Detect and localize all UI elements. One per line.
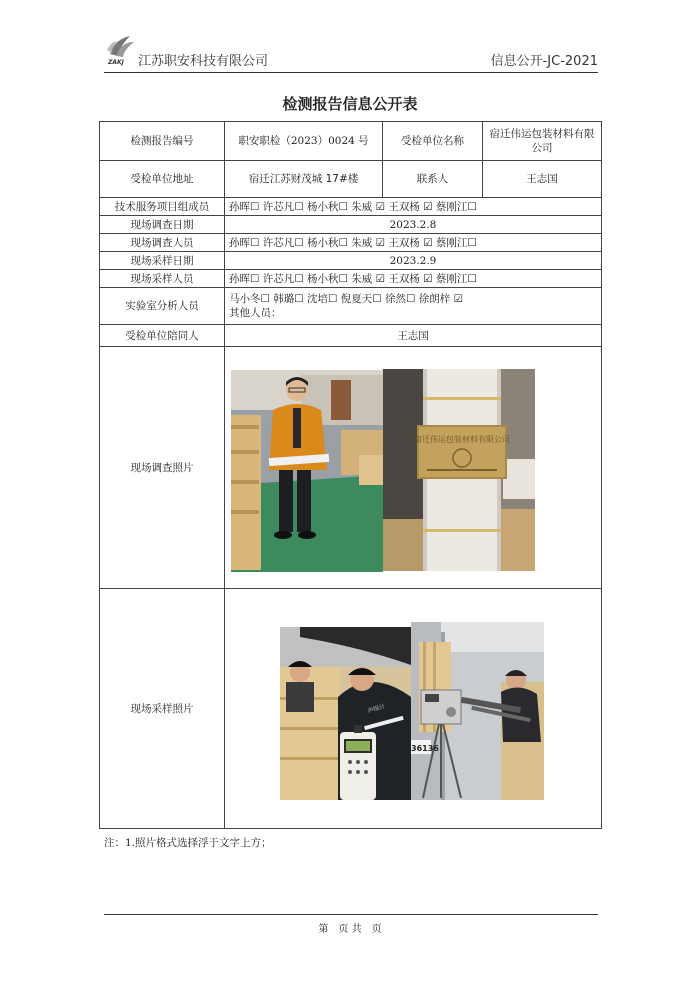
- companion-label: 受检单位陪同人: [100, 325, 225, 347]
- footer-divider: [104, 914, 598, 915]
- report-no-label: 检测报告编号: [100, 122, 225, 161]
- company-name: 江苏职安科技有限公司: [138, 54, 269, 69]
- unit-name-value: 宿迁伟运包装材料有限公司: [483, 122, 602, 161]
- page-title: 检测报告信息公开表: [282, 95, 418, 113]
- sampling-photo-meter: [280, 627, 411, 800]
- footnote: 注：1.照片格式选择浮于文字上方；: [104, 837, 272, 849]
- sampling-date-value: 2023.2.9: [225, 252, 602, 270]
- table-row: [100, 270, 602, 288]
- surveyors-value: 孙晖☐ 许芯凡☐ 杨小秋☐ 朱威 ☑ 王双杨 ☑ 蔡刚江☐: [225, 234, 602, 252]
- device-code-text: 36136: [411, 744, 439, 753]
- samplers-label: 现场采样人员: [100, 270, 225, 288]
- lab-label: 实验室分析人员: [100, 288, 225, 325]
- table-row: [100, 216, 602, 234]
- team-label: 技术服务项目组成员: [100, 198, 225, 216]
- company-logo: [104, 32, 138, 66]
- table-row: [100, 122, 602, 161]
- companion-value: 王志国: [225, 325, 602, 347]
- lab-value: 马小冬☐ 韩璐☐ 沈培☐ 倪夏天☐ 徐然☐ 徐朗梓 ☑: [229, 293, 464, 305]
- meter-photo-image: [280, 627, 411, 800]
- survey-date-value: 2023.2.8: [225, 216, 602, 234]
- table-row: [100, 198, 602, 216]
- table-row: [100, 161, 602, 198]
- contact-value: 王志国: [483, 161, 602, 198]
- logo-text: ZAKJ: [108, 59, 124, 66]
- plaque-text: 宿迁伟运包装材料有限公司: [414, 435, 510, 444]
- samplers-value: 孙晖☐ 许芯凡☐ 杨小秋☐ 朱威 ☑ 王双杨 ☑ 蔡刚江☐: [225, 270, 602, 288]
- team-value: 孙晖☐ 许芯凡☐ 杨小秋☐ 朱威 ☑ 王双杨 ☑ 蔡刚江☐: [225, 198, 602, 216]
- survey-photo-plaque: [383, 369, 535, 571]
- page-info: 第 页 共 页: [318, 924, 382, 935]
- address-label: 受检单位地址: [100, 161, 225, 198]
- table-row: [100, 288, 602, 325]
- lab-cell: [225, 288, 602, 325]
- sampling-photo-device: [411, 622, 544, 800]
- document-code: 信息公开-JC-2021: [490, 54, 598, 69]
- sampling-date-label: 现场采样日期: [100, 252, 225, 270]
- plaque-photo-image: [383, 369, 535, 571]
- survey-photo-inspector: [231, 370, 383, 572]
- survey-photo-label: 现场调查照片: [100, 347, 225, 589]
- address-value: 宿迁江苏财茂城 17#楼: [225, 161, 383, 198]
- table-row: [100, 325, 602, 347]
- table-row: [100, 234, 602, 252]
- device-photo-image: [411, 622, 544, 800]
- meter-label-text: 声级计: [366, 702, 387, 716]
- survey-date-label: 现场调查日期: [100, 216, 225, 234]
- table-row: [100, 252, 602, 270]
- inspector-photo-image: [231, 370, 383, 572]
- lab-others: 其他人员：: [229, 307, 282, 319]
- report-no-value: 职安职检（2023）0024 号: [225, 122, 383, 161]
- surveyors-label: 现场调查人员: [100, 234, 225, 252]
- unit-name-label: 受检单位名称: [383, 122, 483, 161]
- sampling-photo-label: 现场采样照片: [100, 589, 225, 829]
- page-header: [104, 30, 598, 73]
- contact-label: 联系人: [383, 161, 483, 198]
